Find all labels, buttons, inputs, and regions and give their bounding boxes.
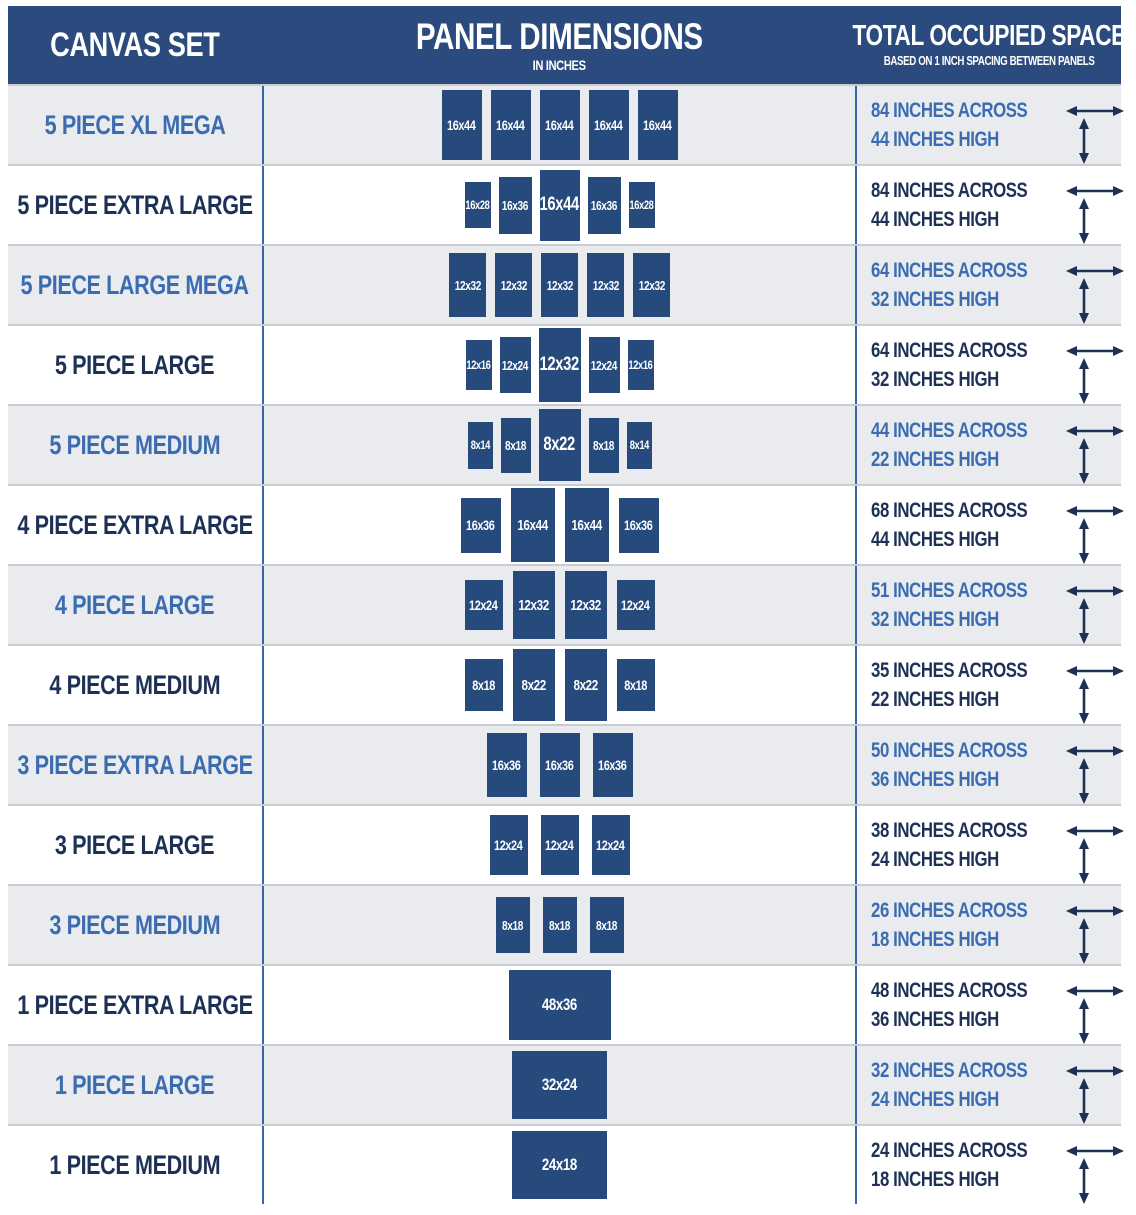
panel-layout-cell [262,406,857,484]
canvas-set-cell [8,1046,262,1124]
panel-dimension-label: 16x36 [545,757,574,773]
column-header-panel-dimensions: PANEL DIMENSIONS [416,16,703,57]
total-high-label: 18 INCHES HIGH [871,927,999,951]
vertical-arrow-icon [1055,518,1113,564]
canvas-set-cell [8,326,262,404]
canvas-set-label: 4 PIECE MEDIUM [49,669,221,700]
total-high-label: 44 INCHES HIGH [871,127,999,151]
canvas-panel [490,815,528,875]
total-high-label: 18 INCHES HIGH [871,1167,999,1191]
panel-dimension-label: 16x36 [466,517,495,533]
panel-layout-cell [262,486,857,564]
canvas-panel [617,580,655,630]
canvas-panel [588,177,621,234]
panel-dimension-label: 8x18 [595,917,617,933]
panel-dimension-label: 16x36 [624,517,653,533]
horizontal-arrow-icon [1066,983,1124,999]
occupied-space-cell [857,806,1121,884]
canvas-panel [465,182,491,228]
canvas-panel [513,571,555,639]
total-high-label: 44 INCHES HIGH [871,527,999,551]
table-row [8,1124,1121,1204]
panel-dimension-label: 16x36 [590,197,618,213]
canvas-set-label: 4 PIECE EXTRA LARGE [17,509,253,540]
header-cell-canvas-set [8,6,262,84]
panel-dimension-label: 12x32 [539,354,580,375]
total-high-label: 32 INCHES HIGH [871,287,999,311]
horizontal-arrow-icon [1066,503,1124,519]
total-high-label: 32 INCHES HIGH [871,367,999,391]
table-row [8,404,1121,484]
inches-high-line [871,847,1113,873]
panel-layout-cell [262,806,857,884]
canvas-panel [540,733,580,797]
canvas-size-guide [8,6,1126,1204]
canvas-set-label: 1 PIECE MEDIUM [49,1149,221,1180]
canvas-set-label: 3 PIECE LARGE [55,829,215,860]
panel-dimension-label: 8x22 [521,676,546,694]
total-across-label: 48 INCHES ACROSS [871,978,1028,1002]
canvas-panel [590,897,624,953]
canvas-set-label: 4 PIECE LARGE [55,589,215,620]
panel-dimension-label: 16x44 [594,117,623,133]
panel-layout-cell [262,726,857,804]
canvas-panel [500,337,531,393]
panel-dimension-label: 16x44 [539,194,580,215]
canvas-panel [617,659,655,711]
canvas-panel [465,659,503,711]
panel-dimension-label: 8x18 [504,437,526,453]
canvas-set-label: 1 PIECE EXTRA LARGE [17,989,253,1020]
horizontal-arrow-icon [1066,103,1124,119]
total-high-label: 32 INCHES HIGH [871,607,999,631]
canvas-panel [541,253,578,317]
canvas-panel [496,897,530,953]
canvas-set-label: 5 PIECE LARGE [55,349,215,380]
total-across-label: 84 INCHES ACROSS [871,178,1028,202]
panel-dimension-label: 16x36 [492,757,521,773]
inches-high-line [871,1167,1113,1193]
canvas-panel [592,815,630,875]
panel-dimension-label: 12x32 [638,277,665,293]
canvas-set-label: 3 PIECE MEDIUM [49,909,221,940]
table-row [8,724,1121,804]
canvas-set-cell [8,646,262,724]
panel-dimension-label: 12x24 [469,597,498,613]
canvas-panel [589,90,629,160]
vertical-arrow-icon [1055,918,1113,964]
occupied-space-cell [857,726,1121,804]
canvas-panel [565,488,609,562]
total-across-label: 44 INCHES ACROSS [871,418,1028,442]
vertical-arrow-icon [1055,278,1113,324]
vertical-arrow-icon [1055,358,1113,404]
canvas-set-cell [8,1126,262,1204]
panel-dimension-label: 12x16 [628,358,653,372]
panel-layout-cell [262,886,857,964]
panel-dimension-label: 16x36 [501,197,529,213]
vertical-arrow-icon [1055,598,1113,644]
horizontal-arrow-icon [1066,1063,1124,1079]
table-row [8,884,1121,964]
occupied-space-cell [857,486,1121,564]
total-across-label: 26 INCHES ACROSS [871,898,1028,922]
canvas-panel [465,580,503,630]
occupied-space-cell [857,966,1121,1044]
canvas-panel [593,733,633,797]
panel-dimension-label: 12x32 [546,277,573,293]
occupied-space-cell [857,1046,1121,1124]
panel-dimension-label: 48x36 [542,995,577,1014]
horizontal-arrow-icon [1066,903,1124,919]
inches-high-line [871,1087,1113,1113]
occupied-space-cell [857,1126,1121,1204]
inches-high-line [871,527,1113,553]
canvas-panel [442,90,482,160]
occupied-space-cell [857,646,1121,724]
panel-dimension-label: 16x44 [496,117,525,133]
panel-dimension-label: 12x24 [596,837,625,853]
total-across-label: 35 INCHES ACROSS [871,658,1028,682]
total-across-label: 24 INCHES ACROSS [871,1138,1028,1162]
canvas-panel [543,897,577,953]
canvas-set-cell [8,806,262,884]
canvas-panel [512,1051,607,1119]
total-across-label: 68 INCHES ACROSS [871,498,1028,522]
panel-dimension-label: 12x24 [494,837,523,853]
panel-dimension-label: 16x44 [447,117,476,133]
panel-dimension-label: 12x24 [545,837,574,853]
panel-dimension-label: 12x16 [466,358,491,372]
total-high-label: 24 INCHES HIGH [871,1087,999,1111]
table-row [8,324,1121,404]
total-high-label: 24 INCHES HIGH [871,847,999,871]
canvas-panel [565,571,607,639]
panel-dimension-label: 8x18 [501,917,523,933]
horizontal-arrow-icon [1066,583,1124,599]
table-body [8,84,1121,1204]
panel-layout-cell [262,966,857,1044]
canvas-set-cell [8,166,262,244]
canvas-panel [587,253,624,317]
canvas-set-cell [8,86,262,164]
vertical-arrow-icon [1055,838,1113,884]
table-row [8,244,1121,324]
canvas-set-label: 1 PIECE LARGE [55,1069,215,1100]
occupied-space-cell [857,246,1121,324]
horizontal-arrow-icon [1066,183,1124,199]
panel-dimension-label: 8x14 [470,438,490,452]
panel-layout-cell [262,1126,857,1204]
canvas-panel [539,409,581,481]
panel-dimensions-subtitle: IN INCHES [532,57,587,73]
panel-dimension-label: 16x44 [571,516,602,534]
canvas-panel [501,418,531,473]
vertical-arrow-icon [1055,678,1113,724]
canvas-panel [466,340,492,390]
canvas-panel [509,970,611,1040]
panel-dimension-label: 16x36 [598,757,627,773]
inches-high-line [871,447,1113,473]
total-across-label: 50 INCHES ACROSS [871,738,1028,762]
panel-dimension-label: 16x44 [643,117,672,133]
canvas-panel [565,649,607,721]
canvas-panel [511,488,555,562]
occupied-space-cell [857,86,1121,164]
canvas-set-cell [8,726,262,804]
panel-dimension-label: 12x32 [454,277,481,293]
panel-dimension-label: 12x24 [621,597,650,613]
panel-layout-cell [262,646,857,724]
canvas-set-cell [8,966,262,1044]
panel-dimension-label: 16x44 [545,117,574,133]
vertical-arrow-icon [1055,758,1113,804]
total-across-label: 84 INCHES ACROSS [871,98,1028,122]
canvas-panel [541,815,579,875]
vertical-arrow-icon [1055,1158,1113,1204]
canvas-panel [540,90,580,160]
horizontal-arrow-icon [1066,423,1124,439]
inches-high-line [871,367,1113,393]
panel-dimension-label: 8x18 [548,917,570,933]
canvas-panel [499,177,532,234]
panel-layout-cell [262,566,857,644]
table-row [8,644,1121,724]
canvas-set-cell [8,246,262,324]
header-cell-panel-dimensions [262,6,857,84]
table-row [8,564,1121,644]
canvas-panel [487,733,527,797]
canvas-panel [633,253,670,317]
vertical-arrow-icon [1055,198,1113,244]
canvas-set-label: 5 PIECE LARGE MEGA [20,269,250,300]
total-occupied-space-subtitle: BASED ON 1 INCH SPACING BETWEEN PANELS [883,54,1095,69]
vertical-arrow-icon [1055,1078,1113,1124]
canvas-panel [638,90,678,160]
panel-dimension-label: 16x28 [629,198,654,212]
table-row [8,84,1121,164]
horizontal-arrow-icon [1066,823,1124,839]
occupied-space-cell [857,166,1121,244]
panel-layout-cell [262,1046,857,1124]
column-header-total-occupied-space: TOTAL OCCUPIED SPACE [852,20,1126,53]
canvas-panel [449,253,486,317]
canvas-set-cell [8,566,262,644]
panel-layout-cell [262,246,857,324]
occupied-space-cell [857,406,1121,484]
total-high-label: 36 INCHES HIGH [871,767,999,791]
canvas-panel [513,649,555,721]
table-row [8,484,1121,564]
panel-dimension-label: 16x28 [465,198,490,212]
canvas-panel [491,90,531,160]
panel-dimension-label: 24x18 [542,1155,577,1174]
total-across-label: 64 INCHES ACROSS [871,258,1028,282]
canvas-panel [627,422,652,469]
table-row [8,804,1121,884]
total-high-label: 22 INCHES HIGH [871,687,999,711]
panel-dimension-label: 12x32 [570,596,601,614]
horizontal-arrow-icon [1066,263,1124,279]
horizontal-arrow-icon [1066,743,1124,759]
column-header-canvas-set: CANVAS SET [50,26,220,64]
header-cell-total-occupied-space [852,6,1126,84]
canvas-set-label: 5 PIECE XL MEGA [44,109,226,140]
canvas-panel [461,498,501,553]
panel-dimension-label: 16x44 [517,516,548,534]
horizontal-arrow-icon [1066,1143,1124,1159]
horizontal-arrow-icon [1066,343,1124,359]
vertical-arrow-icon [1055,118,1113,164]
inches-high-line [871,207,1113,233]
total-high-label: 44 INCHES HIGH [871,207,999,231]
canvas-panel [628,340,654,390]
panel-dimension-label: 12x32 [518,596,549,614]
canvas-panel [589,337,620,393]
panel-dimension-label: 8x22 [573,676,598,694]
canvas-panel [495,253,532,317]
panel-dimension-label: 8x18 [624,677,647,693]
canvas-panel [512,1131,607,1199]
inches-high-line [871,127,1113,153]
panel-dimension-label: 8x22 [543,434,576,455]
total-across-label: 32 INCHES ACROSS [871,1058,1028,1082]
panel-dimension-label: 12x24 [501,357,529,373]
inches-high-line [871,607,1113,633]
occupied-space-cell [857,886,1121,964]
canvas-panel [468,422,493,469]
table-header [8,6,1126,84]
table-row [8,164,1121,244]
panel-dimension-label: 12x32 [592,277,619,293]
occupied-space-cell [857,326,1121,404]
canvas-set-cell [8,406,262,484]
canvas-set-cell [8,486,262,564]
total-across-label: 38 INCHES ACROSS [871,818,1028,842]
canvas-panel [539,328,581,402]
inches-high-line [871,687,1113,713]
table-row [8,964,1121,1044]
panel-layout-cell [262,86,857,164]
panel-layout-cell [262,326,857,404]
inches-high-line [871,767,1113,793]
panel-dimension-label: 12x32 [500,277,527,293]
canvas-panel [619,498,659,553]
canvas-panel [540,170,580,241]
inches-high-line [871,1007,1113,1033]
inches-high-line [871,287,1113,313]
total-high-label: 22 INCHES HIGH [871,447,999,471]
canvas-set-label: 5 PIECE EXTRA LARGE [17,189,253,220]
panel-dimension-label: 8x18 [592,437,614,453]
canvas-panel [629,182,655,228]
panel-dimension-label: 8x18 [472,677,495,693]
inches-high-line [871,927,1113,953]
panel-layout-cell [262,166,857,244]
total-across-label: 64 INCHES ACROSS [871,338,1028,362]
table-row [8,1044,1121,1124]
horizontal-arrow-icon [1066,663,1124,679]
canvas-panel [589,418,619,473]
canvas-set-label: 5 PIECE MEDIUM [49,429,221,460]
panel-dimension-label: 8x14 [629,438,649,452]
total-across-label: 51 INCHES ACROSS [871,578,1028,602]
vertical-arrow-icon [1055,998,1113,1044]
vertical-arrow-icon [1055,438,1113,484]
total-high-label: 36 INCHES HIGH [871,1007,999,1031]
panel-dimension-label: 32x24 [542,1075,577,1094]
canvas-set-cell [8,886,262,964]
occupied-space-cell [857,566,1121,644]
canvas-set-label: 3 PIECE EXTRA LARGE [17,749,253,780]
panel-dimension-label: 12x24 [590,357,618,373]
